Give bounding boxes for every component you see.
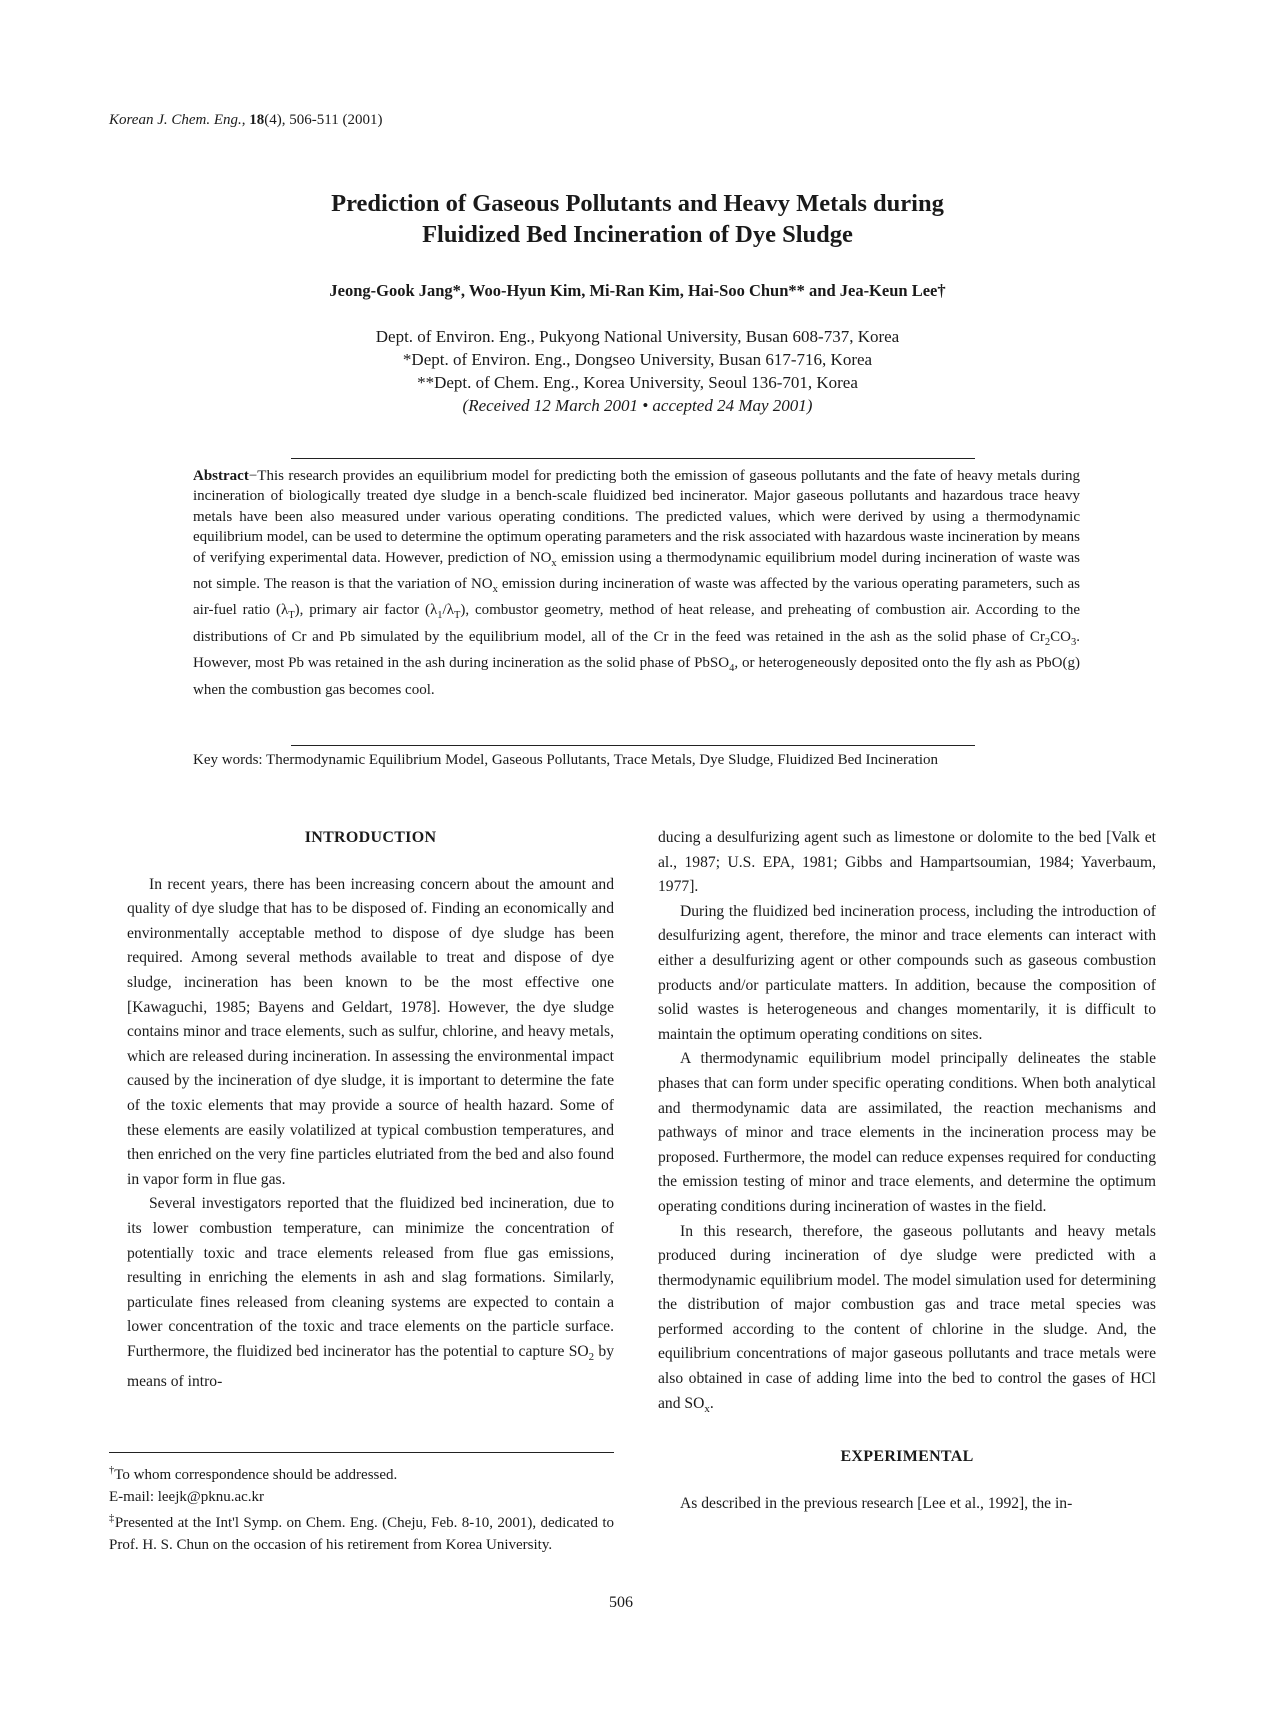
affiliation-1: Dept. of Environ. Eng., Pukyong National University, Busan 608-737, Korea — [375, 327, 900, 346]
paper-title — [140, 188, 1135, 250]
introduction-heading: INTRODUCTION — [304, 829, 437, 846]
intro-paragraph-5: In this research, therefore, the gaseous pollutants and heavy metals produced during incineration of dye sludge were predicted with a thermodynamic equilibrium model. The model simulation used for determining the distribution of major combustion gas and trace metal species was performed according to the content of chlorine in the sludge. And, the equilibrium concentrations of major gaseous pollutants and trace metals were also obtained in case of adding lime into the bed to control the gases of HCl and $SO_x$. — [658, 1222, 1156, 1415]
title-line-1: Prediction of Gaseous Pollutants and Heavy Metals during — [331, 190, 944, 217]
affiliation-2: *Dept. of Environ. Eng., Dongseo University, Busan 617-716, Korea — [402, 350, 873, 369]
abstract-bottom-rule — [291, 745, 975, 746]
journal-citation: Korean J. Chem. Eng., 18(4), 506-511 (2001) — [109, 112, 383, 128]
abstract: Abstract−This research provides an equilibrium model for predicting both the emission of gaseous pollutants and the fate of heavy metals during incineration of biologically treated dye sludge in a bench-scale fluidized bed incinerator. Major gaseous pollutants and hazardous trace heavy metals have been also measured under various operating conditions. The predicted values, which were derived by using a thermodynamic equilibrium model, can be used to determine the optimum operating parameters and the risk associated with hazardous waste incineration by means of verifying experimental data. However, prediction of $NO_x$ emission using a thermodynamic equilibrium model during incineration of waste was not simple. The reason is that the variation of $NO_x$ emission during incineration of waste was affected by the various operating parameters, such as air-fuel ratio $(\lambda_T)$, primary air factor $(\lambda_1/\lambda_T)$, combustor geometry, method of heat release, and preheating of combustion air. According to the distributions of Cr and Pb simulated by the equilibrium model, all of the Cr in the feed was retained in the ash as the solid phase of $Cr_2CO_3$. However, most Pb was retained in the ash during incineration as the solid phase of PbSO$_4$, or heterogeneously deposited onto the fly ash as PbO(g) when the combustion gas becomes cool. — [193, 468, 1081, 698]
intro-paragraph-2: Several investigators reported that the fluidized bed incineration, due to its lower combustion temperature, can minimize the concentration of potentially toxic and trace elements released from flue gas emissions, resulting in enriching the elements in ash and slag formations. Similarly, particulate fines released from cleaning systems are expected to contain a lower concentration of the toxic and trace elements on the particle surface. Furthermore, the fluidized bed incinerator has the potential to capture $SO_2$ by means of intro- — [127, 1195, 614, 1390]
footnotes — [109, 1460, 614, 1556]
footnote-correspondence: †To whom correspondence should be addressed. — [109, 1465, 398, 1483]
keywords: Key words: Thermodynamic Equilibrium Model, Gaseous Pollutants, Trace Metals, Dye Sludge, Fluidized Bed Incineration — [193, 752, 939, 768]
intro-paragraph-2-continued: ducing a desulfurizing agent such as limestone or dolomite to the bed [Valk et al., 1987; U.S. EPA, 1981; Gibbs and Hampartsoumian, 1984; Yaverbaum, 1977]. — [658, 829, 1156, 896]
abstract-top-rule — [291, 458, 975, 459]
left-column — [127, 826, 614, 1394]
affiliation-3: **Dept. of Chem. Eng., Korea University, Seoul 136-701, Korea — [417, 373, 858, 392]
right-column — [658, 826, 1156, 1517]
experimental-paragraph-1: As described in the previous research [Lee et al., 1992], the in- — [680, 1494, 1073, 1512]
affiliations — [140, 325, 1135, 417]
received-dates: (Received 12 March 2001 • accepted 24 May 2001) — [462, 396, 813, 415]
abstract-heading: Abstract — [193, 468, 249, 484]
footnote-symposium: ‡Presented at the Int'l Symp. on Chem. Eng. (Cheju, Feb. 8-10, 2001), dedicated to Prof. H. S. Chun on the occasion of his retirement from Korea University. — [109, 1513, 615, 1553]
intro-paragraph-4: A thermodynamic equilibrium model principally delineates the stable phases that can form under specific operating conditions. When both analytical and thermodynamic data are assimilated, the reaction mechanisms and pathways of minor and trace elements in the incineration process may be proposed. Furthermore, the model can reduce expenses required for conducting the emission testing of minor and trace elements, and determine the optimum operating conditions during incineration of wastes in the field. — [658, 1050, 1156, 1215]
intro-paragraph-3: During the fluidized bed incineration process, including the introduction of desulfurizing agent, therefore, the minor and trace elements can interact with either a desulfurizing agent or other compounds such as gaseous combustion products and/or particulate matters. In addition, because the composition of solid wastes is heterogeneous and changes momentarily, it is difficult to maintain the optimum operating conditions on sites. — [658, 902, 1156, 1043]
author-list: Jeong-Gook Jang*, Woo-Hyun Kim, Mi-Ran Kim, Hai-Soo Chun** and Jea-Keun Lee† — [329, 281, 946, 300]
footnote-email: E-mail: leejk@pknu.ac.kr — [109, 1489, 265, 1505]
experimental-heading: EXPERIMENTAL — [840, 1448, 974, 1466]
footnote-rule — [109, 1452, 614, 1453]
intro-paragraph-1: In recent years, there has been increasing concern about the amount and quality of dye sludge that has to be disposed of. Finding an economically and environmentally acceptable method to dispose of dye sludge has been required. Among several methods available to treat and dispose of dye sludge, incineration has been known to be the most effective one [Kawaguchi, 1985; Bayens and Geldart, 1978]. However, the dye sludge contains minor and trace elements, such as sulfur, chlorine, and heavy metals, which are released during incineration. In assessing the environmental impact caused by the incineration of dye sludge, it is important to determine the fate of the toxic elements that may provide a source of health hazard. Some of these elements are easily volatilized at typical combustion temperatures, and then enriched on the very fine particles elutriated from the bed and also found in vapor form in flue gas. — [127, 875, 614, 1188]
page-number: 506 — [609, 1594, 633, 1611]
title-line-2: Fluidized Bed Incineration of Dye Sludge — [422, 221, 853, 248]
